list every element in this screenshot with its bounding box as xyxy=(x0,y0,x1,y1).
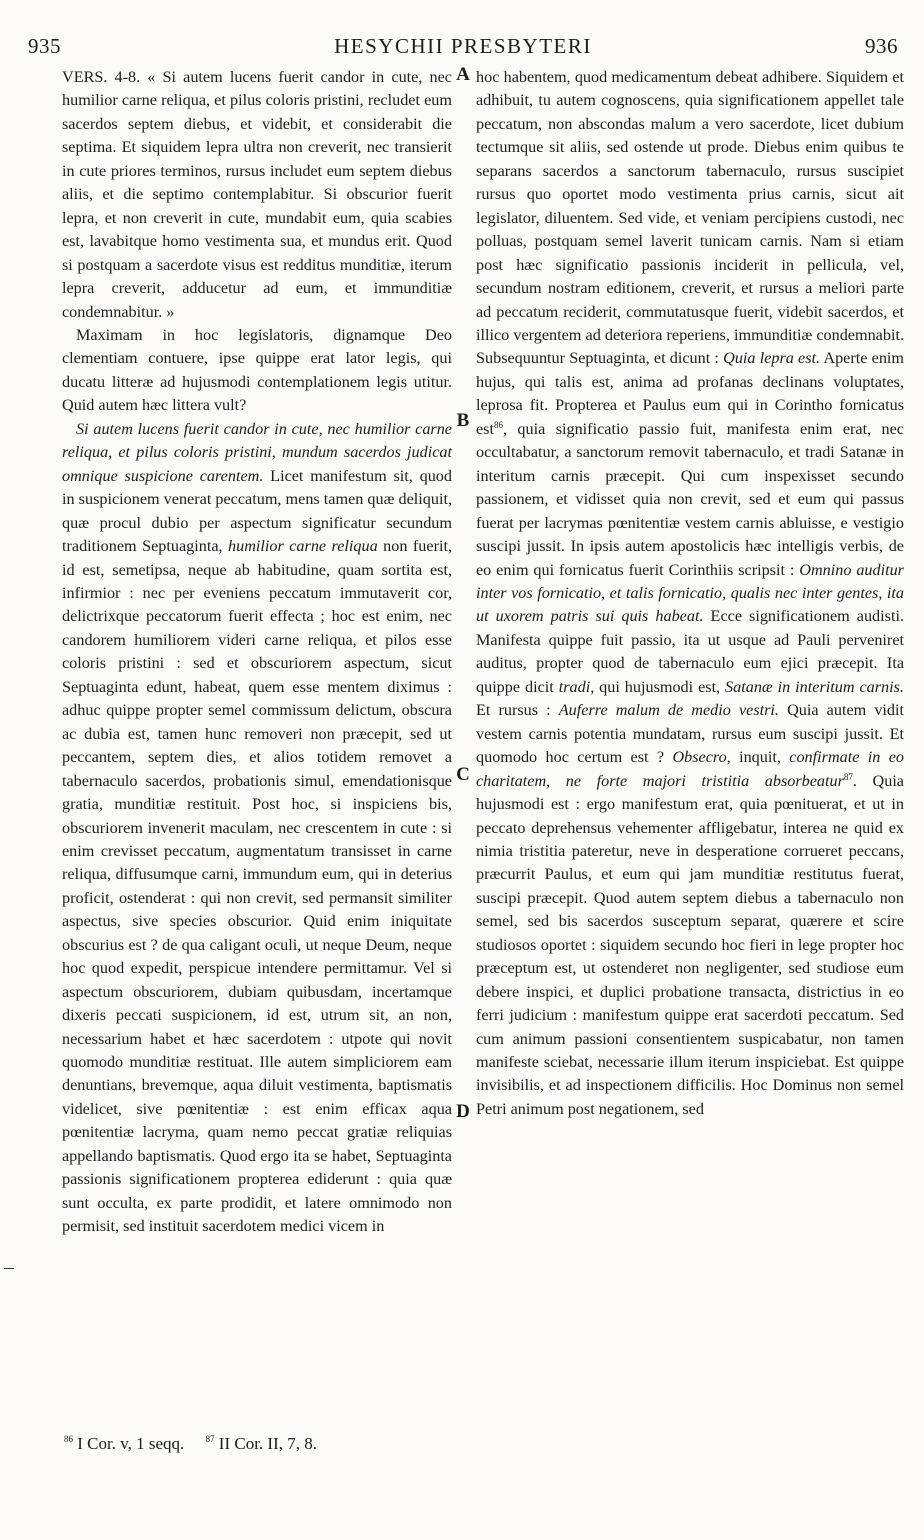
footnote-number: 87 xyxy=(205,1434,215,1444)
section-marker-c: C xyxy=(456,764,470,785)
scripture-quote: Quia lepra est. xyxy=(723,349,821,368)
scripture-quote: Satanæ in interitum carnis. xyxy=(725,677,904,696)
footnote-number: 86 xyxy=(64,1434,73,1444)
running-header xyxy=(28,34,898,60)
commentary-paragraph: hoc habentem, quod medicamentum debeat adhibere. Siquidem et adhibuit, tu autem cognoscens, quia significationem appellet tale peccatum, non abscondas malum a vero sacerdote, licet dubium tectumque sit aliis, sed ostende ut prode. Diebus enim quibus te separans sacerdos a sanctorum tabernaculo, rursus suscipiet rursus quo oportet modo vestimenta prius carnis, sicut ait legislator, diluentem. Sed vide, et veniam percipiens custodi, nec polluas, postquam semel laverit tunicam carnis. Nam si etiam post hæc significatio passionis inciderit in pellicula, vel, secundum nostram editionem, creverit, et rursus a meliori parte ad peccatum reciderit, commutatusque fuerit, videbit sacerdos, et illico vergentem ad deteriora reperiens, immunditiæ condemnabit. Subsequuntur Septuaginta, et dicunt : Quia lepra est. Aperte enim hujus, qui talis est, anima ad profanas declinans voluptates, leprosa fit. Propterea et Paulus eum qui in Corintho fornicatus est$^{86}$, quia significatio passio fuit, manifesta enim erat, nec occultabatur, a sanctorum removit tabernaculo, et tradi Satanæ in interitum carnis præcepit. Qui cum inspexisset secundo passionem, et vidisset quia non crevit, sed et eum qui passus fuerat per lacrymas pœnitentiæ vestem carnis abluisse, e vestigio suscipi jussit. In ipsis autem apostolicis hæc intelligis verbis, de eo enim qui fornicatus fuerit Corinthiis scripsit : Omnino auditur inter vos fornicatio, et talis fornicatio, qualis nec inter gentes, ita ut uxorem patris sui quis habeat. Ecce significationem audisti. Manifesta quippe fuit passio, ita ut usque ad Pauli perveniret auditus, propter quod de tabernaculo eum ejici præcepit. Ita quippe dicit tradi, qui hujusmodi est, Satanæ in interitum carnis. Et rursus : Auferre malum de medio vestri. Quia autem vidit vestem carnis potentia mundatam, rursus eum suscipi jussit. Et quomodo hoc certum est ? Obsecro, inquit, confirmate in eo charitatem, ne forte majori tristitia absorbeatur$^{87}$. Quia hujusmodi est : ergo manifestum erat, quia pœnituerat, et ut in peccato deprehensus vehementer affligebatur, interea ne quid ex nimia tristitia pateretur, neve in desperatione corrueret peccans, præcurrit Paulus, et eum qui jam munditiæ restitutus fuerat, suscipi præcepit. Quod autem septem diebus a tabernaculo non semel, sed bis sacerdos susceptum separat, quærere et scire studiosos oportet : siquidem secundo hoc fieri in lege propter hoc præceptum est, ut ostenderet non negligenter, sed studiose eum debere inspici, et duplici probatione transacta, districtius in eo ferri judicium : manifestum quippe erat sacerdoti peccatum. Sed cum animum passioni consentientem suspicabatur, non tamen manifeste sciebat, necessarie illum iterum inspiciebat. Est quippe invisibilis, et ad inspectionem difficilis. Hoc Dominus non semel Petri animum post negationem, sed xyxy=(476,68,905,1118)
page-number-right: 936 xyxy=(865,34,898,58)
commentary-paragraph: Si autem lucens fuerit candor in cute, nec humilior carne reliqua, et pilus coloris pristini, mundum sacerdos judicat omnique suspicione carentem. Licet manifestum sit, quod in suspicionem venerat peccatum, mens tamen quæ deliquit, quæ procul dubio per aspectum significatur secundum traditionem Septuaginta, humilior carne reliqua non fuerit, id est, semetipsa, neque ab habitudine, quam sortita est, infirmior : nec per eveniens peccatum immutaverit cor, delictrixque peccatorum fuerit effecta ; hoc est enim, nec candorem humiliorem videri carne reliqua, et pilos esse coloris pristini : sed et obscuriorem aspectum, sicut Septuaginta edunt, habeat, quem esse mentem diximus : adhuc quippe propter semel commissum delictum, obscura ac dubia est, tamen hunc removeri non præcepit, sed ut peccantem, septem dies, et alios totidem removet a tabernaculo sacerdos, probationis simul, emendationisque gratia, munditiæ restituit. Post hoc, si inspiciens bis, obscuriorem invenerit maculam, nec crescentem in cute : si enim crevisset peccatum, augmentatum transisset in carne reliqua, diffusumque carni, immundum eum, qui in deterius proficit, ostenderat : qui non crevit, sed permansit similiter aspectus, sive species obscurior. Quid enim iniquitate obscurius est ? de qua caligant oculi, ut neque Deum, neque hoc quod expedit, perspicue intendere permittamur. Vel si aspectum obscuriorem, dubiam quibusdam, incertamque dixeris peccati suspicionem, id est, utrum sit, an non, necessarium habet et hæc sacerdotem : utpote qui novit quomodo munditiæ restituat. Ille autem simpliciorem eam denuntians, brevemque, aqua diluit vestimenta, baptismatis videlicet, sive pœnitentiæ : est enim efficax aqua pœnitentiæ lacryma, quam nemo peccat gratiæ reliquias appellando baptismatis. Quod ergo ita se habet, Septuaginta passionis significationem propterea ediderunt : quia quæ sunt occulta, ex parte prodidit, et latere omnimodo non permisit, sed instituit sacerdotem medici vicem in xyxy=(62,419,453,1236)
left-column xyxy=(62,66,452,1239)
scripture-quote: confirmate in eo charitatem, ne forte majori tristitia absorbeatur xyxy=(476,748,904,790)
scripture-quote: Auferre malum de medio vestri. xyxy=(558,701,779,720)
scripture-quote: Omnino auditur inter vos fornicatio, et talis fornicatio, qualis nec inter gentes, ita ut uxorem patris sui quis habeat. xyxy=(476,560,904,626)
footnote-ref: 86 xyxy=(493,419,503,430)
scripture-quote: Si autem lucens fuerit candor in cute, nec humilior carne reliqua, et pilus coloris pristini, mundum sacerdos judicat omnique suspicione carentem. xyxy=(62,419,452,485)
section-marker-b: B xyxy=(456,410,470,431)
running-title: HESYCHII PRESBYTERI xyxy=(334,34,592,58)
commentary-paragraph: Maximam in hoc legislatoris, dignamque Deo clementiam contuere, ipse quippe erat lator legis, qui ducatu litteræ ad hujusmodi contemplationem legis utitur. Quid autem hæc littera vult? xyxy=(62,325,452,415)
scripture-quote: tradi xyxy=(558,677,591,696)
margin-mark xyxy=(4,1268,14,1269)
page-number-left: 935 xyxy=(28,34,61,58)
verse-quote-paragraph: VERS. 4-8. « Si autem lucens fuerit candor in cute, nec humilior carne reliqua, et pilus coloris pristini, recludet eum sacerdos septem diebus, et videbit, et considerabit die septima. Et siquidem lepra ultra non creverit, nec transierit in cute priores terminos, rursus includet eum septem diebus aliis, et die septimo contemplabitur. Si obscurior fuerit lepra, et non creverit in cute, mundabit eum, quia scabies est, lavabitque homo vestimenta sua, et mundus erit. Quod si postquam a sacerdote visus est redditus munditiæ, iterum lepra creverit, adducetur ad eum, et immunditiæ condemnabitur. » xyxy=(62,68,452,321)
footnote-text: II Cor. II, 7, 8. xyxy=(214,1434,317,1453)
footnote-ref: 87 xyxy=(843,771,853,782)
right-column xyxy=(476,66,904,1121)
footnotes xyxy=(64,1434,317,1454)
footnote-text: I Cor. v, 1 seqq. xyxy=(73,1434,185,1453)
section-marker-a: A xyxy=(456,64,470,85)
section-marker-d: D xyxy=(456,1101,470,1122)
scripture-quote: humilior carne reliqua xyxy=(228,537,378,556)
scripture-quote: Obsecro, xyxy=(672,748,731,767)
